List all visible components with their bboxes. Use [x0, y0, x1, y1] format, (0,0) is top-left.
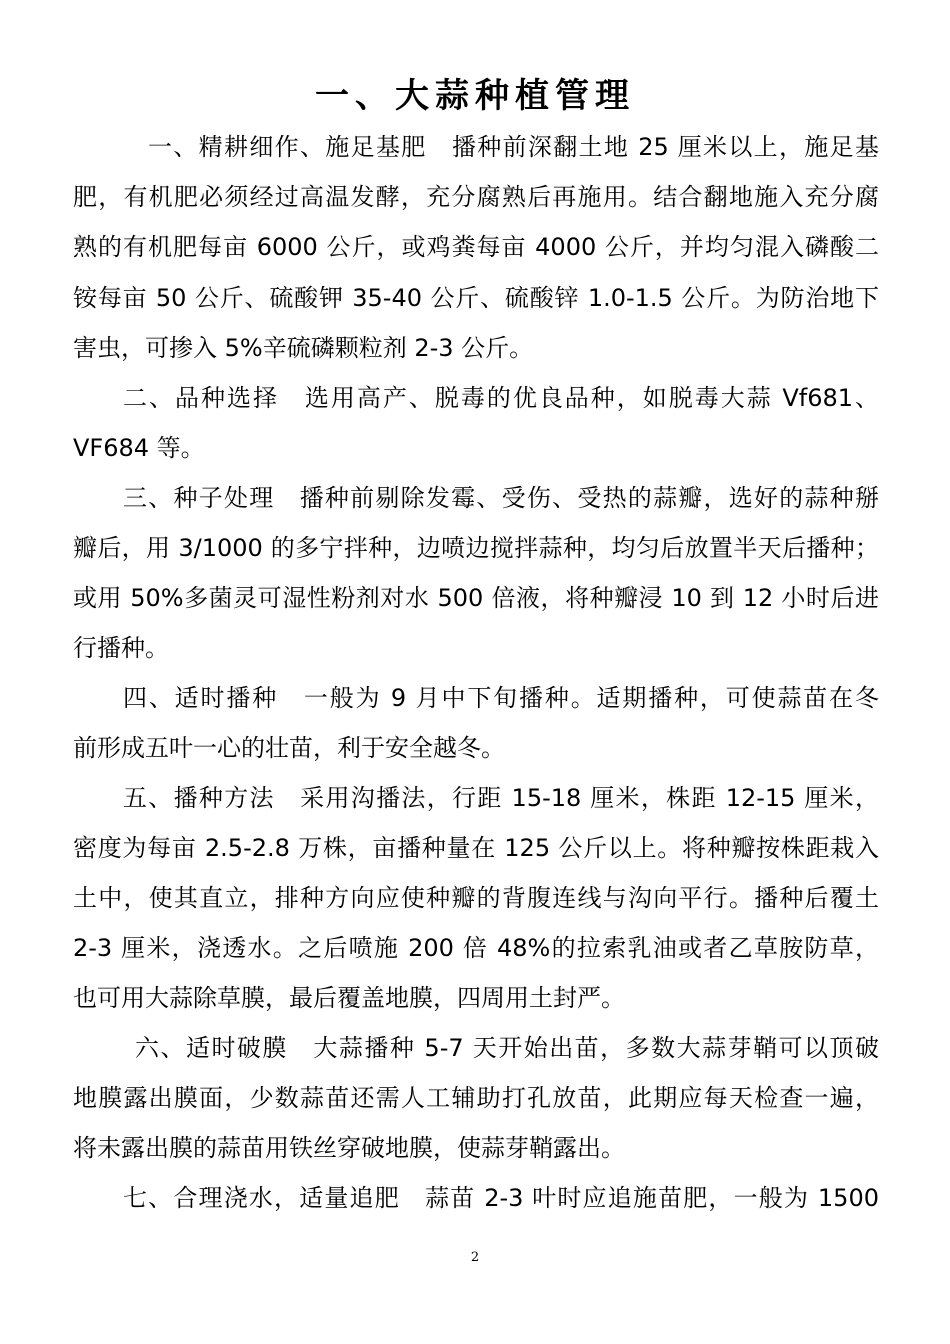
para1-line3: 熟的有机肥每亩 6000 公斤，或鸡粪每亩 4000 公斤，并均匀混入磷酸二 — [73, 233, 879, 261]
para3-line2: 瓣后，用 3/1000 的多宁拌种，边喷边搅拌蒜种，均匀后放置半天后播种； — [73, 534, 879, 562]
page-title: 一、大蒜种植管理 — [315, 76, 635, 116]
para5-line2: 密度为每亩 2.5-2.8 万株，亩播种量在 125 公斤以上。将种瓣按株距栽入 — [73, 834, 879, 862]
para1-line5: 害虫，可掺入 5%辛硫磷颗粒剂 2-3 公斤。 — [73, 334, 534, 362]
page-number: 2 — [470, 1250, 480, 1265]
para6-line3: 将未露出膜的蒜苗用铁丝穿破地膜，使蒜芽鞘露出。 — [73, 1134, 625, 1162]
para2-line2: VF684 等。 — [73, 434, 205, 462]
para3-line3: 或用 50%多菌灵可湿性粉剂对水 500 倍液，将种瓣浸 10 到 12 小时后进 — [73, 584, 879, 612]
para1-line2: 肥，有机肥必须经过高温发酵，充分腐熟后再施用。结合翻地施入充分腐 — [73, 183, 879, 211]
para3-line4: 行播种。 — [73, 634, 169, 662]
para6-line2: 地膜露出膜面，少数蒜苗还需人工辅助打孔放苗，此期应每天检查一遍， — [73, 1084, 879, 1112]
para7-line1: 七、合理浇水，适量追肥 蒜苗 2-3 叶时应追施苗肥，一般为 1500 — [123, 1184, 879, 1212]
para2-line1: 二、品种选择 选用高产、脱毒的优良品种，如脱毒大蒜 Vf681、 — [123, 384, 879, 412]
para1-line1: 一、精耕细作、施足基肥 播种前深翻土地 25 厘米以上，施足基 — [148, 133, 879, 161]
para5-line3: 土中，使其直立，排种方向应使种瓣的背腹连线与沟向平行。播种后覆土 — [73, 884, 879, 912]
para5-line5: 也可用大蒜除草膜，最后覆盖地膜，四周用土封严。 — [73, 984, 625, 1012]
para4-line2: 前形成五叶一心的壮苗，利于安全越冬。 — [73, 734, 505, 762]
para3-line1: 三、种子处理 播种前剔除发霉、受伤、受热的蒜瓣，选好的蒜种掰 — [123, 484, 879, 512]
para5-line1: 五、播种方法 采用沟播法，行距 15-18 厘米，株距 12-15 厘米， — [123, 784, 879, 812]
para1-line4: 铵每亩 50 公斤、硫酸钾 35-40 公斤、硫酸锌 1.0-1.5 公斤。为防治地下 — [73, 284, 879, 312]
para5-line4: 2-3 厘米，浇透水。之后喷施 200 倍 48%的拉索乳油或者乙草胺防草， — [73, 934, 879, 962]
para4-line1: 四、适时播种 一般为 9 月中下旬播种。适期播种，可使蒜苗在冬 — [123, 684, 879, 712]
para6-line1: 六、适时破膜 大蒜播种 5-7 天开始出苗，多数大蒜芽鞘可以顶破 — [135, 1034, 879, 1062]
